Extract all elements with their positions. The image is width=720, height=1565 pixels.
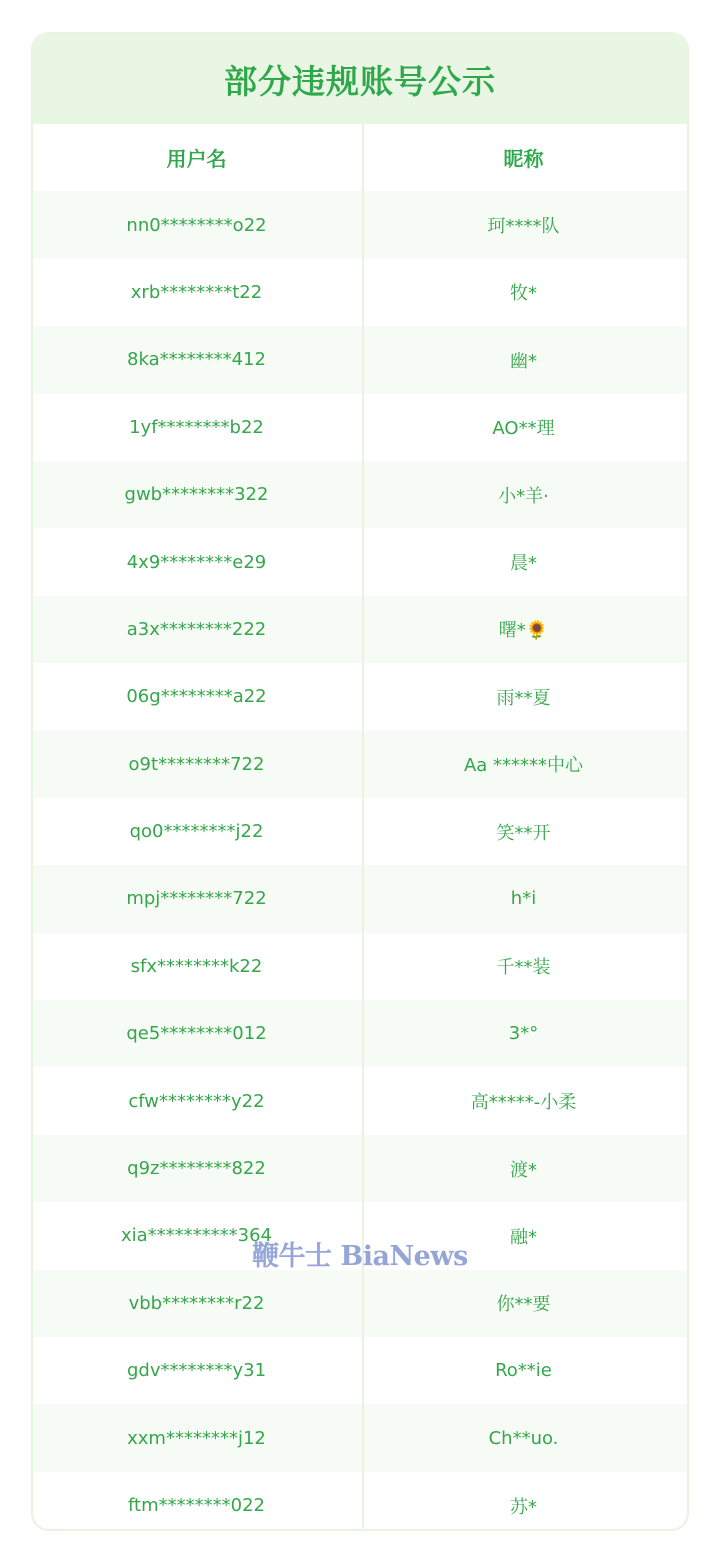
table-row: [33, 596, 687, 663]
nickname-cell: 幽*: [510, 350, 537, 372]
table-row: [33, 933, 687, 1000]
table-row: [33, 191, 687, 258]
table-row: [33, 1337, 687, 1404]
username-cell: nn0********o22: [126, 214, 267, 236]
table-row: [33, 1067, 687, 1134]
nickname-cell: 渡*: [510, 1159, 537, 1181]
table-row: [33, 1472, 687, 1531]
header-nickname: 昵称: [503, 147, 544, 172]
page-title: 部分违规账号公示: [224, 61, 496, 101]
accounts-table: [33, 124, 687, 1531]
username-cell: xxm********j12: [127, 1427, 266, 1449]
nickname-cell: 珂****队: [487, 216, 560, 238]
nickname-cell: 小*羊·: [498, 485, 549, 507]
username-cell: 8ka********412: [127, 349, 266, 371]
table-row: [33, 259, 687, 326]
violation-list-card: [31, 32, 689, 1531]
nickname-cell: 3*°: [508, 1023, 539, 1045]
nickname-cell: 笑**开: [496, 822, 551, 844]
nickname-cell: 曙*🌻: [498, 620, 549, 642]
username-cell: mpj********722: [126, 888, 267, 910]
title-bar: [33, 34, 687, 124]
table-row: [33, 1404, 687, 1471]
nickname-cell: Ch**uo.: [488, 1427, 559, 1449]
username-cell: xia**********364: [120, 1225, 273, 1247]
table-row: [33, 394, 687, 461]
table-row: [33, 326, 687, 393]
username-cell: gdv********y31: [126, 1360, 267, 1382]
header-username: 用户名: [166, 147, 227, 172]
nickname-cell: 高*****-小柔: [470, 1092, 577, 1114]
table-row: [33, 865, 687, 932]
nickname-cell: 千**装: [496, 957, 551, 979]
nickname-cell: 雨**夏: [496, 687, 551, 709]
table-row: [33, 1270, 687, 1337]
username-cell: 1yf********b22: [129, 416, 264, 438]
username-cell: sfx********k22: [130, 955, 263, 977]
table-row: [33, 461, 687, 528]
nickname-cell: 苏*: [510, 1496, 537, 1518]
nickname-cell: AO**理: [492, 418, 555, 440]
nickname-cell: 融*: [510, 1226, 537, 1248]
table-row: [33, 663, 687, 730]
username-cell: vbb********r22: [128, 1292, 265, 1314]
table-row: [33, 528, 687, 595]
table-body: [33, 191, 687, 1531]
nickname-cell: Ro**ie: [495, 1360, 552, 1382]
table-row: [33, 798, 687, 865]
username-cell: xrb********t22: [130, 281, 263, 303]
username-cell: qe5********012: [126, 1023, 267, 1045]
nickname-cell: 晨*: [510, 553, 537, 575]
column-divider: [362, 124, 364, 1531]
username-cell: gwb********322: [124, 484, 269, 506]
table-row: [33, 1135, 687, 1202]
username-cell: o9t********722: [128, 753, 265, 775]
nickname-cell: Aa ******中心: [463, 755, 584, 777]
table-header-row: [33, 124, 687, 191]
username-cell: 4x9********e29: [126, 551, 267, 573]
username-cell: q9z********822: [127, 1158, 266, 1180]
nickname-cell: h*i: [510, 888, 537, 910]
nickname-cell: 你**要: [496, 1294, 551, 1316]
username-cell: cfw********y22: [128, 1090, 265, 1112]
watermark: 鞭牛士 BiaNews: [252, 1241, 468, 1272]
username-cell: ftm********022: [128, 1495, 265, 1516]
username-cell: 06g********a22: [126, 686, 267, 708]
username-cell: qo0********j22: [129, 821, 264, 843]
nickname-cell: 牧*: [510, 283, 537, 305]
table-row: [33, 731, 687, 798]
table-row: [33, 1000, 687, 1067]
username-cell: a3x********222: [126, 618, 267, 640]
